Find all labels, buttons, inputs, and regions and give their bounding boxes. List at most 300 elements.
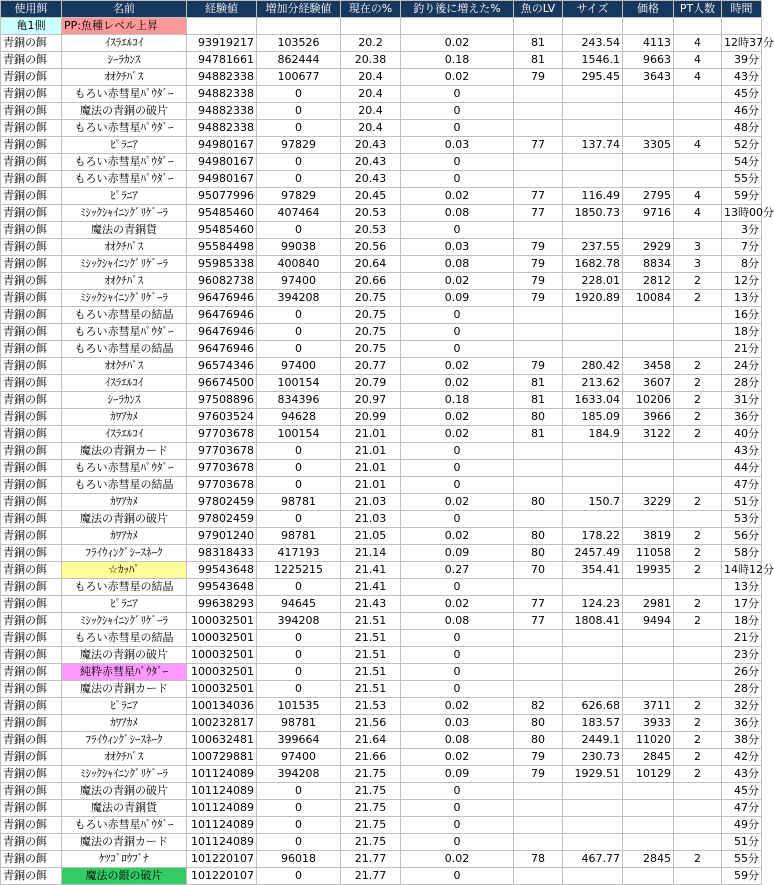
size-cell[interactable] bbox=[563, 154, 623, 171]
name-cell[interactable]: 魔法の青銅カード bbox=[62, 443, 187, 460]
inc-cell[interactable]: 0 bbox=[401, 681, 514, 698]
price-cell[interactable] bbox=[623, 171, 674, 188]
lv-cell[interactable] bbox=[514, 222, 563, 239]
time-cell[interactable]: 43分 bbox=[722, 69, 762, 86]
pt-cell[interactable]: 4 bbox=[674, 35, 722, 52]
bait-cell[interactable]: 青銅の餌 bbox=[1, 358, 62, 375]
time-cell[interactable]: 56分 bbox=[722, 528, 762, 545]
exp-cell[interactable]: 94781661 bbox=[187, 52, 257, 69]
pt-cell[interactable] bbox=[674, 222, 722, 239]
pt-cell[interactable]: 2 bbox=[674, 613, 722, 630]
price-cell[interactable] bbox=[623, 222, 674, 239]
header-price[interactable]: 価格 bbox=[623, 1, 674, 18]
exp-cell[interactable]: 96476946 bbox=[187, 290, 257, 307]
time-cell[interactable]: 21分 bbox=[722, 630, 762, 647]
bait-cell[interactable]: 青銅の餌 bbox=[1, 409, 62, 426]
header-size[interactable]: サイズ bbox=[563, 1, 623, 18]
price-cell[interactable]: 3305 bbox=[623, 137, 674, 154]
empty-cell[interactable] bbox=[514, 18, 563, 35]
name-cell[interactable]: もろい赤彗星の結晶 bbox=[62, 630, 187, 647]
gain-cell[interactable]: 94645 bbox=[257, 596, 341, 613]
bait-cell[interactable]: 青銅の餌 bbox=[1, 239, 62, 256]
name-cell[interactable]: ｲｽﾗｴﾙｺｲ bbox=[62, 426, 187, 443]
bait-cell[interactable]: 青銅の餌 bbox=[1, 324, 62, 341]
name-cell[interactable]: ｲｽﾗｴﾙｺｲ bbox=[62, 375, 187, 392]
bait-cell[interactable]: 青銅の餌 bbox=[1, 341, 62, 358]
bait-cell[interactable]: 青銅の餌 bbox=[1, 749, 62, 766]
size-cell[interactable] bbox=[563, 86, 623, 103]
inc-cell[interactable]: 0 bbox=[401, 834, 514, 851]
exp-cell[interactable]: 100032501 bbox=[187, 647, 257, 664]
gain-cell[interactable]: 96018 bbox=[257, 851, 341, 868]
time-cell[interactable]: 28分 bbox=[722, 681, 762, 698]
exp-cell[interactable]: 101220107 bbox=[187, 851, 257, 868]
gain-cell[interactable]: 407464 bbox=[257, 205, 341, 222]
pct-cell[interactable]: 20.4 bbox=[341, 86, 401, 103]
lv-cell[interactable]: 77 bbox=[514, 596, 563, 613]
name-cell[interactable]: ﾐｼｯｸｼｬｲﾆﾝｸﾞﾘｹﾞｰﾗ bbox=[62, 613, 187, 630]
inc-cell[interactable]: 0 bbox=[401, 171, 514, 188]
pt-cell[interactable]: 2 bbox=[674, 273, 722, 290]
bait-cell[interactable]: 青銅の餌 bbox=[1, 579, 62, 596]
pct-cell[interactable]: 21.01 bbox=[341, 426, 401, 443]
size-cell[interactable]: 230.73 bbox=[563, 749, 623, 766]
time-cell[interactable]: 18分 bbox=[722, 613, 762, 630]
size-cell[interactable]: 1633.04 bbox=[563, 392, 623, 409]
size-cell[interactable] bbox=[563, 681, 623, 698]
pt-cell[interactable] bbox=[674, 477, 722, 494]
pt-cell[interactable] bbox=[674, 511, 722, 528]
price-cell[interactable] bbox=[623, 460, 674, 477]
size-cell[interactable]: 178.22 bbox=[563, 528, 623, 545]
lv-cell[interactable]: 79 bbox=[514, 290, 563, 307]
bait-cell[interactable]: 青銅の餌 bbox=[1, 817, 62, 834]
inc-cell[interactable]: 0 bbox=[401, 154, 514, 171]
name-cell[interactable]: 魔法の青銅の破片 bbox=[62, 511, 187, 528]
pct-cell[interactable]: 21.41 bbox=[341, 562, 401, 579]
time-cell[interactable]: 42分 bbox=[722, 749, 762, 766]
exp-cell[interactable]: 94882338 bbox=[187, 86, 257, 103]
inc-cell[interactable]: 0 bbox=[401, 341, 514, 358]
bait-cell[interactable]: 青銅の餌 bbox=[1, 222, 62, 239]
lv-cell[interactable] bbox=[514, 443, 563, 460]
time-cell[interactable]: 58分 bbox=[722, 545, 762, 562]
price-cell[interactable] bbox=[623, 664, 674, 681]
exp-cell[interactable]: 100632481 bbox=[187, 732, 257, 749]
lv-cell[interactable]: 82 bbox=[514, 698, 563, 715]
price-cell[interactable]: 8834 bbox=[623, 256, 674, 273]
pct-cell[interactable]: 21.41 bbox=[341, 579, 401, 596]
gain-cell[interactable]: 97829 bbox=[257, 137, 341, 154]
size-cell[interactable] bbox=[563, 664, 623, 681]
exp-cell[interactable]: 98318433 bbox=[187, 545, 257, 562]
size-cell[interactable]: 183.57 bbox=[563, 715, 623, 732]
time-cell[interactable]: 17分 bbox=[722, 596, 762, 613]
inc-cell[interactable]: 0.02 bbox=[401, 69, 514, 86]
pct-cell[interactable]: 20.4 bbox=[341, 120, 401, 137]
lv-cell[interactable]: 80 bbox=[514, 732, 563, 749]
pct-cell[interactable]: 20.4 bbox=[341, 69, 401, 86]
name-cell[interactable]: 魔法の青銅カード bbox=[62, 834, 187, 851]
lv-cell[interactable]: 77 bbox=[514, 137, 563, 154]
name-cell[interactable]: ﾋﾟﾗﾆｱ bbox=[62, 596, 187, 613]
bait-cell[interactable]: 青銅の餌 bbox=[1, 307, 62, 324]
gain-cell[interactable]: 0 bbox=[257, 171, 341, 188]
size-cell[interactable]: 295.45 bbox=[563, 69, 623, 86]
exp-cell[interactable]: 97703678 bbox=[187, 426, 257, 443]
inc-cell[interactable]: 0 bbox=[401, 817, 514, 834]
bait-cell[interactable]: 青銅の餌 bbox=[1, 137, 62, 154]
exp-cell[interactable]: 101124089 bbox=[187, 800, 257, 817]
price-cell[interactable]: 3122 bbox=[623, 426, 674, 443]
price-cell[interactable]: 3933 bbox=[623, 715, 674, 732]
size-cell[interactable] bbox=[563, 171, 623, 188]
gain-cell[interactable]: 0 bbox=[257, 120, 341, 137]
pt-cell[interactable]: 4 bbox=[674, 188, 722, 205]
price-cell[interactable] bbox=[623, 511, 674, 528]
pt-cell[interactable]: 2 bbox=[674, 715, 722, 732]
lv-cell[interactable] bbox=[514, 154, 563, 171]
price-cell[interactable] bbox=[623, 817, 674, 834]
size-cell[interactable] bbox=[563, 307, 623, 324]
lv-cell[interactable]: 79 bbox=[514, 749, 563, 766]
header-exp[interactable]: 経験値 bbox=[187, 1, 257, 18]
lv-cell[interactable]: 80 bbox=[514, 494, 563, 511]
gain-cell[interactable]: 0 bbox=[257, 800, 341, 817]
size-cell[interactable]: 213.62 bbox=[563, 375, 623, 392]
name-cell[interactable]: ｶﾜｱｶﾒ bbox=[62, 494, 187, 511]
inc-cell[interactable]: 0.03 bbox=[401, 715, 514, 732]
pt-cell[interactable] bbox=[674, 664, 722, 681]
exp-cell[interactable]: 99638293 bbox=[187, 596, 257, 613]
pt-cell[interactable]: 4 bbox=[674, 137, 722, 154]
pct-cell[interactable]: 20.43 bbox=[341, 171, 401, 188]
pt-cell[interactable]: 4 bbox=[674, 205, 722, 222]
bait-cell[interactable]: 青銅の餌 bbox=[1, 443, 62, 460]
inc-cell[interactable]: 0.09 bbox=[401, 766, 514, 783]
lv-cell[interactable]: 77 bbox=[514, 188, 563, 205]
exp-cell[interactable]: 99543648 bbox=[187, 562, 257, 579]
lv-cell[interactable] bbox=[514, 630, 563, 647]
price-cell[interactable]: 3607 bbox=[623, 375, 674, 392]
size-cell[interactable]: 1546.1 bbox=[563, 52, 623, 69]
time-cell[interactable]: 55分 bbox=[722, 171, 762, 188]
lv-cell[interactable]: 77 bbox=[514, 613, 563, 630]
empty-cell[interactable] bbox=[341, 18, 401, 35]
pct-cell[interactable]: 21.01 bbox=[341, 460, 401, 477]
inc-cell[interactable]: 0.03 bbox=[401, 137, 514, 154]
gain-cell[interactable]: 1225215 bbox=[257, 562, 341, 579]
pt-cell[interactable] bbox=[674, 443, 722, 460]
pt-cell[interactable] bbox=[674, 171, 722, 188]
bait-cell[interactable]: 青銅の餌 bbox=[1, 868, 62, 885]
bait-cell[interactable]: 青銅の餌 bbox=[1, 460, 62, 477]
gain-cell[interactable]: 100677 bbox=[257, 69, 341, 86]
name-cell[interactable]: ﾋﾟﾗﾆｱ bbox=[62, 698, 187, 715]
empty-cell[interactable] bbox=[187, 18, 257, 35]
inc-cell[interactable]: 0.02 bbox=[401, 375, 514, 392]
bait-cell[interactable]: 青銅の餌 bbox=[1, 86, 62, 103]
pt-cell[interactable]: 4 bbox=[674, 69, 722, 86]
size-cell[interactable]: 1850.73 bbox=[563, 205, 623, 222]
gain-cell[interactable]: 0 bbox=[257, 834, 341, 851]
gain-cell[interactable]: 0 bbox=[257, 477, 341, 494]
price-cell[interactable] bbox=[623, 154, 674, 171]
pt-cell[interactable] bbox=[674, 86, 722, 103]
inc-cell[interactable]: 0.02 bbox=[401, 358, 514, 375]
time-cell[interactable]: 59分 bbox=[722, 188, 762, 205]
name-cell[interactable]: ｶﾜｱｶﾒ bbox=[62, 409, 187, 426]
pct-cell[interactable]: 20.38 bbox=[341, 52, 401, 69]
gain-cell[interactable]: 101535 bbox=[257, 698, 341, 715]
gain-cell[interactable]: 0 bbox=[257, 579, 341, 596]
name-cell[interactable]: もろい赤彗星ﾊﾟｳﾀﾞｰ bbox=[62, 460, 187, 477]
pct-cell[interactable]: 20.75 bbox=[341, 341, 401, 358]
lv-cell[interactable] bbox=[514, 579, 563, 596]
name-cell[interactable]: もろい赤彗星ﾊﾟｳﾀﾞｰ bbox=[62, 324, 187, 341]
exp-cell[interactable]: 101124089 bbox=[187, 766, 257, 783]
bait-cell[interactable]: 青銅の餌 bbox=[1, 630, 62, 647]
size-cell[interactable]: 124.23 bbox=[563, 596, 623, 613]
gain-cell[interactable]: 399664 bbox=[257, 732, 341, 749]
bait-cell[interactable]: 青銅の餌 bbox=[1, 154, 62, 171]
pct-cell[interactable]: 20.75 bbox=[341, 290, 401, 307]
size-cell[interactable] bbox=[563, 800, 623, 817]
price-cell[interactable]: 2845 bbox=[623, 749, 674, 766]
size-cell[interactable] bbox=[563, 324, 623, 341]
time-cell[interactable]: 45分 bbox=[722, 783, 762, 800]
inc-cell[interactable]: 0 bbox=[401, 630, 514, 647]
pct-cell[interactable]: 21.77 bbox=[341, 868, 401, 885]
gain-cell[interactable]: 0 bbox=[257, 817, 341, 834]
pt-cell[interactable]: 2 bbox=[674, 409, 722, 426]
gain-cell[interactable]: 394208 bbox=[257, 613, 341, 630]
time-cell[interactable]: 31分 bbox=[722, 392, 762, 409]
exp-cell[interactable]: 100032501 bbox=[187, 630, 257, 647]
exp-cell[interactable]: 97802459 bbox=[187, 494, 257, 511]
exp-cell[interactable]: 100232817 bbox=[187, 715, 257, 732]
lv-cell[interactable] bbox=[514, 477, 563, 494]
gain-cell[interactable]: 0 bbox=[257, 341, 341, 358]
inc-cell[interactable]: 0 bbox=[401, 324, 514, 341]
size-cell[interactable] bbox=[563, 511, 623, 528]
exp-cell[interactable]: 97901240 bbox=[187, 528, 257, 545]
exp-cell[interactable]: 99543648 bbox=[187, 579, 257, 596]
lv-cell[interactable]: 79 bbox=[514, 256, 563, 273]
name-cell[interactable]: もろい赤彗星ﾊﾟｳﾀﾞｰ bbox=[62, 120, 187, 137]
price-cell[interactable]: 10129 bbox=[623, 766, 674, 783]
lv-cell[interactable] bbox=[514, 171, 563, 188]
inc-cell[interactable]: 0 bbox=[401, 511, 514, 528]
exp-cell[interactable]: 94980167 bbox=[187, 137, 257, 154]
price-cell[interactable] bbox=[623, 477, 674, 494]
lv-cell[interactable]: 81 bbox=[514, 426, 563, 443]
time-cell[interactable]: 47分 bbox=[722, 800, 762, 817]
pt-cell[interactable] bbox=[674, 783, 722, 800]
inc-cell[interactable]: 0.08 bbox=[401, 613, 514, 630]
pct-cell[interactable]: 20.43 bbox=[341, 137, 401, 154]
time-cell[interactable]: 44分 bbox=[722, 460, 762, 477]
pt-cell[interactable] bbox=[674, 103, 722, 120]
pct-cell[interactable]: 20.75 bbox=[341, 324, 401, 341]
pct-cell[interactable]: 20.53 bbox=[341, 205, 401, 222]
gain-cell[interactable]: 417193 bbox=[257, 545, 341, 562]
gain-cell[interactable]: 0 bbox=[257, 460, 341, 477]
bait-cell[interactable]: 青銅の餌 bbox=[1, 732, 62, 749]
bait-cell[interactable]: 青銅の餌 bbox=[1, 290, 62, 307]
pt-cell[interactable]: 2 bbox=[674, 494, 722, 511]
pt-cell[interactable]: 2 bbox=[674, 528, 722, 545]
gain-cell[interactable]: 97400 bbox=[257, 749, 341, 766]
name-cell[interactable]: ｶﾜｱｶﾒ bbox=[62, 715, 187, 732]
pct-cell[interactable]: 21.03 bbox=[341, 494, 401, 511]
exp-cell[interactable]: 95077996 bbox=[187, 188, 257, 205]
lv-cell[interactable]: 80 bbox=[514, 545, 563, 562]
pct-cell[interactable]: 21.51 bbox=[341, 664, 401, 681]
lv-cell[interactable]: 79 bbox=[514, 239, 563, 256]
size-cell[interactable] bbox=[563, 341, 623, 358]
pt-cell[interactable] bbox=[674, 681, 722, 698]
exp-cell[interactable]: 94980167 bbox=[187, 154, 257, 171]
lv-cell[interactable]: 79 bbox=[514, 358, 563, 375]
bait-cell[interactable]: 青銅の餌 bbox=[1, 375, 62, 392]
gain-cell[interactable]: 0 bbox=[257, 443, 341, 460]
time-cell[interactable]: 14時12分 bbox=[722, 562, 762, 579]
bait-cell[interactable]: 青銅の餌 bbox=[1, 477, 62, 494]
time-cell[interactable]: 55分 bbox=[722, 851, 762, 868]
size-cell[interactable] bbox=[563, 103, 623, 120]
gain-cell[interactable]: 97400 bbox=[257, 358, 341, 375]
pct-cell[interactable]: 21.75 bbox=[341, 766, 401, 783]
inc-cell[interactable]: 0.18 bbox=[401, 392, 514, 409]
lv-cell[interactable]: 79 bbox=[514, 766, 563, 783]
pt-cell[interactable]: 2 bbox=[674, 749, 722, 766]
gain-cell[interactable]: 94628 bbox=[257, 409, 341, 426]
lv-cell[interactable] bbox=[514, 460, 563, 477]
bait-cell[interactable]: 青銅の餌 bbox=[1, 171, 62, 188]
gain-cell[interactable]: 0 bbox=[257, 664, 341, 681]
pct-cell[interactable]: 21.66 bbox=[341, 749, 401, 766]
size-cell[interactable]: 280.42 bbox=[563, 358, 623, 375]
size-cell[interactable]: 354.41 bbox=[563, 562, 623, 579]
price-cell[interactable]: 10084 bbox=[623, 290, 674, 307]
time-cell[interactable]: 47分 bbox=[722, 477, 762, 494]
price-cell[interactable]: 2929 bbox=[623, 239, 674, 256]
pt-cell[interactable] bbox=[674, 834, 722, 851]
price-cell[interactable]: 2981 bbox=[623, 596, 674, 613]
time-cell[interactable]: 28分 bbox=[722, 375, 762, 392]
pt-cell[interactable]: 4 bbox=[674, 52, 722, 69]
inc-cell[interactable]: 0 bbox=[401, 222, 514, 239]
inc-cell[interactable]: 0.02 bbox=[401, 409, 514, 426]
pct-cell[interactable]: 20.97 bbox=[341, 392, 401, 409]
empty-cell[interactable] bbox=[674, 18, 722, 35]
price-cell[interactable] bbox=[623, 868, 674, 885]
exp-cell[interactable]: 95584498 bbox=[187, 239, 257, 256]
bait-cell[interactable]: 青銅の餌 bbox=[1, 766, 62, 783]
lv-cell[interactable]: 80 bbox=[514, 715, 563, 732]
gain-cell[interactable]: 100154 bbox=[257, 426, 341, 443]
bait-cell[interactable]: 青銅の餌 bbox=[1, 426, 62, 443]
gain-cell[interactable]: 834396 bbox=[257, 392, 341, 409]
exp-cell[interactable]: 94882338 bbox=[187, 103, 257, 120]
size-cell[interactable]: 1920.89 bbox=[563, 290, 623, 307]
size-cell[interactable] bbox=[563, 477, 623, 494]
gain-cell[interactable]: 394208 bbox=[257, 766, 341, 783]
gain-cell[interactable]: 99038 bbox=[257, 239, 341, 256]
price-cell[interactable] bbox=[623, 834, 674, 851]
time-cell[interactable]: 51分 bbox=[722, 494, 762, 511]
pt-cell[interactable]: 2 bbox=[674, 545, 722, 562]
name-cell[interactable]: 魔法の青銅の破片 bbox=[62, 783, 187, 800]
time-cell[interactable]: 59分 bbox=[722, 868, 762, 885]
empty-cell[interactable] bbox=[257, 18, 341, 35]
pt-cell[interactable] bbox=[674, 630, 722, 647]
pct-cell[interactable]: 21.53 bbox=[341, 698, 401, 715]
pct-cell[interactable]: 21.56 bbox=[341, 715, 401, 732]
pt-cell[interactable]: 2 bbox=[674, 358, 722, 375]
lv-cell[interactable] bbox=[514, 341, 563, 358]
pt-cell[interactable] bbox=[674, 460, 722, 477]
inc-cell[interactable]: 0.02 bbox=[401, 698, 514, 715]
inc-cell[interactable]: 0.02 bbox=[401, 749, 514, 766]
inc-cell[interactable]: 0 bbox=[401, 86, 514, 103]
size-cell[interactable] bbox=[563, 630, 623, 647]
size-cell[interactable] bbox=[563, 817, 623, 834]
name-cell[interactable]: ﾐｼｯｸｼｬｲﾆﾝｸﾞﾘｹﾞｰﾗ bbox=[62, 256, 187, 273]
pct-cell[interactable]: 21.51 bbox=[341, 630, 401, 647]
time-cell[interactable]: 43分 bbox=[722, 443, 762, 460]
pt-cell[interactable]: 2 bbox=[674, 562, 722, 579]
inc-cell[interactable]: 0.02 bbox=[401, 528, 514, 545]
name-cell[interactable]: 魔法の青銅貨 bbox=[62, 800, 187, 817]
price-cell[interactable] bbox=[623, 341, 674, 358]
lv-cell[interactable] bbox=[514, 783, 563, 800]
inc-cell[interactable]: 0.02 bbox=[401, 426, 514, 443]
pt-cell[interactable] bbox=[674, 120, 722, 137]
inc-cell[interactable]: 0.02 bbox=[401, 35, 514, 52]
pct-cell[interactable]: 21.51 bbox=[341, 647, 401, 664]
name-cell[interactable]: もろい赤彗星ﾊﾟｳﾀﾞｰ bbox=[62, 86, 187, 103]
name-cell[interactable]: ｵｵｸﾁﾊﾞｽ bbox=[62, 239, 187, 256]
inc-cell[interactable]: 0.27 bbox=[401, 562, 514, 579]
lv-cell[interactable] bbox=[514, 86, 563, 103]
inc-cell[interactable]: 0.02 bbox=[401, 851, 514, 868]
price-cell[interactable] bbox=[623, 647, 674, 664]
pct-cell[interactable]: 20.2 bbox=[341, 35, 401, 52]
time-cell[interactable]: 38分 bbox=[722, 732, 762, 749]
size-cell[interactable] bbox=[563, 783, 623, 800]
name-cell[interactable]: もろい赤彗星ﾊﾟｳﾀﾞｰ bbox=[62, 154, 187, 171]
time-cell[interactable]: 16分 bbox=[722, 307, 762, 324]
name-cell[interactable]: もろい赤彗星ﾊﾟｳﾀﾞｰ bbox=[62, 817, 187, 834]
price-cell[interactable] bbox=[623, 681, 674, 698]
lv-cell[interactable] bbox=[514, 868, 563, 885]
bait-cell[interactable]: 青銅の餌 bbox=[1, 596, 62, 613]
name-cell[interactable]: ｵｵｸﾁﾊﾞｽ bbox=[62, 358, 187, 375]
gain-cell[interactable]: 0 bbox=[257, 681, 341, 698]
time-cell[interactable]: 23分 bbox=[722, 647, 762, 664]
pt-cell[interactable] bbox=[674, 579, 722, 596]
price-cell[interactable]: 10206 bbox=[623, 392, 674, 409]
bait-cell[interactable]: 青銅の餌 bbox=[1, 783, 62, 800]
size-cell[interactable]: 1682.78 bbox=[563, 256, 623, 273]
time-cell[interactable]: 13時00分 bbox=[722, 205, 762, 222]
time-cell[interactable]: 12時37分 bbox=[722, 35, 762, 52]
pct-cell[interactable]: 20.77 bbox=[341, 358, 401, 375]
inc-cell[interactable]: 0.02 bbox=[401, 494, 514, 511]
time-cell[interactable]: 8分 bbox=[722, 256, 762, 273]
